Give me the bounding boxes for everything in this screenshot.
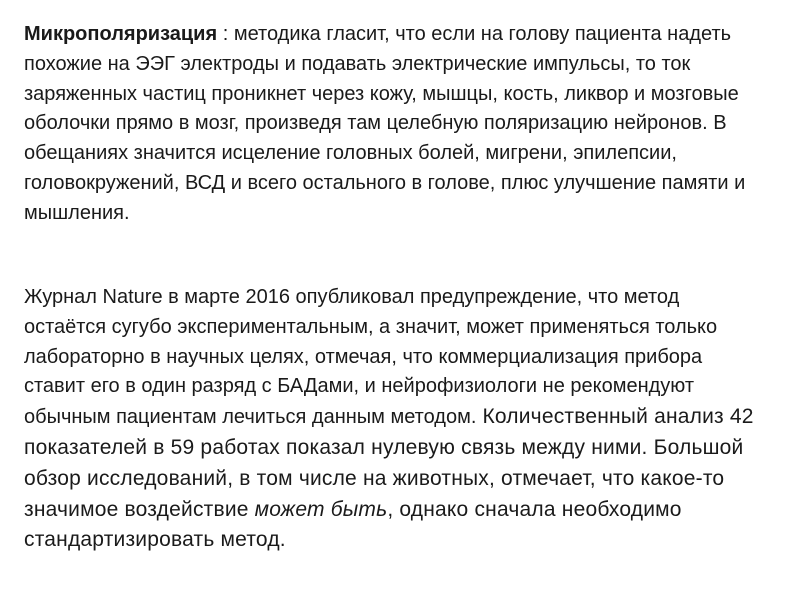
paragraph-nature-warning (24, 283, 764, 556)
paragraph-microp-definition (24, 20, 754, 229)
paragraph2-part1: Журнал Nature в марте 2016 опубликовал предупреждение, что метод остаётся сугубо экспериментальным, а значит, может применяться только лабораторно в научных целях, отмечая, что коммерциализация прибора ставит его в один разряд с БАДами, и нейрофизиологи не рекомендуют обычным пациентам лечиться данным методом. (24, 286, 718, 429)
paragraph2-part2: Количественный анализ 42 показателей в 59 работах показал нулевую связь между ними. Большой обзор исследований, в том числе на животных, отмечает, что какое-то значимое воздействие (24, 405, 754, 521)
paragraph2-part3: , однако сначала необходимо стандартизировать метод. (24, 497, 682, 552)
paragraph1-text: : методика гласит, что если на голову пациента надеть похожие на ЭЭГ электроды и подавать электрические импульсы, то ток заряженных частиц проникнет через кожу, мышцы, кость, ликвор и мозговые оболочки прямо в мозг, произведя там целебную поляризацию нейронов. В обещаниях значится исцеление головных болей, мигрени, эпилепсии, головокружений, ВСД и всего остального в голове, плюс улучшение памяти и мышления. (24, 23, 746, 224)
term-microp: Микрополяризация (24, 23, 218, 45)
paragraph2-emphasis: может быть (254, 497, 388, 521)
